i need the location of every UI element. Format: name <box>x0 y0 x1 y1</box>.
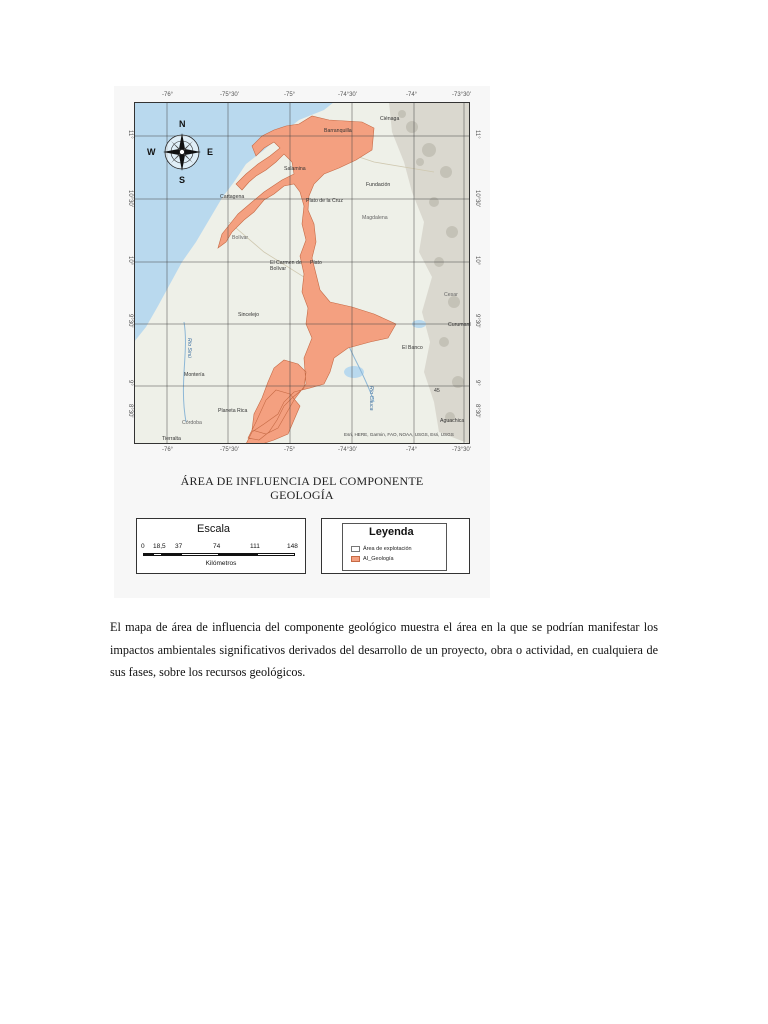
lat-tick-right: 9°30' <box>474 314 480 328</box>
lon-tick-top: -76° <box>162 92 174 98</box>
lon-tick-bottom: -74°30' <box>338 447 357 453</box>
map-frame <box>134 102 470 444</box>
legend-label: Área de explotación <box>363 546 412 552</box>
compass-north-label: N <box>179 119 186 129</box>
lat-tick-left: 8°30' <box>127 404 133 418</box>
place-label: Cartagena <box>220 194 245 200</box>
place-label: Magdalena <box>362 215 388 221</box>
scale-bar-segment <box>162 553 181 556</box>
scale-bar-segment <box>181 553 219 556</box>
lon-tick-bottom: -74° <box>406 447 418 453</box>
map-title-line: ÁREA DE INFLUENCIA DEL COMPONENTE <box>180 474 424 488</box>
compass-south-label: S <box>179 175 186 185</box>
compass-east-label: E <box>207 147 214 157</box>
compass-west-label: W <box>147 147 156 157</box>
scale-tick-label: 37 <box>175 543 183 550</box>
lat-tick-left: 11° <box>127 130 133 139</box>
map-figure <box>114 86 490 598</box>
place-label: Salamina <box>284 166 306 172</box>
body-paragraph: El mapa de área de influencia del componente geológico muestra el área en la que se podrían manifestar los impactos ambientales significativos derivados del desarrollo de un proyecto, obra o actividad, en cualquiera de sus fases, sobre los recursos geológicos. <box>110 620 658 679</box>
place-label: Curumaní <box>448 322 471 328</box>
place-label: Tierralta <box>162 436 181 442</box>
legend-frame <box>342 523 447 571</box>
scale-tick-label: 148 <box>287 543 298 550</box>
highway-label: 45 <box>434 388 440 394</box>
scale-bar-segment <box>143 553 153 556</box>
lon-tick-top: -73°30' <box>452 92 471 98</box>
lon-tick-bottom: -73°30' <box>452 447 471 453</box>
lon-tick-bottom: -75°30' <box>220 447 239 453</box>
place-label: Bolívar <box>232 235 249 241</box>
scale-bar-segment <box>153 553 162 556</box>
legend-swatch-geologia <box>351 556 360 562</box>
lon-tick-top: -75° <box>284 92 296 98</box>
scale-title: Escala <box>197 523 231 535</box>
scale-box <box>136 518 306 574</box>
place-label: Cesar <box>444 292 458 298</box>
legend-swatch-explotacion <box>351 546 360 552</box>
map-title <box>114 474 490 502</box>
place-label: Aguachica <box>440 418 465 424</box>
scale-tick-label: 0 <box>141 543 145 550</box>
scale-tick-label: 111 <box>250 543 260 550</box>
scale-tick-label: 18,5 <box>153 543 166 550</box>
river-label: Río Cauca <box>368 386 374 411</box>
lon-tick-top: -74°30' <box>338 92 357 98</box>
place-label: Ciénaga <box>380 116 400 122</box>
lat-tick-right: 9° <box>474 380 480 386</box>
scale-tick-label: 74 <box>213 543 221 550</box>
place-label: El Banco <box>402 345 423 351</box>
place-label: Barranquilla <box>324 128 352 134</box>
map-title-line: GEOLOGÍA <box>270 488 334 502</box>
scale-bar-segment <box>219 553 257 556</box>
legend-label: AI_Geología <box>363 556 394 562</box>
lat-tick-left: 10° <box>127 256 133 266</box>
lon-tick-bottom: -75° <box>284 447 296 453</box>
legend-title: Leyenda <box>369 526 414 538</box>
lon-tick-bottom: -76° <box>162 447 174 453</box>
map-canvas <box>134 102 470 444</box>
scale-unit: Kilómetros <box>205 560 237 567</box>
place-label: Córdoba <box>182 420 202 426</box>
basemap-credit: Esri, HERE, Garmin, FAO, NOAA, USGS, Esri, USGS <box>344 432 454 437</box>
river-label: Río Sinú <box>186 338 192 358</box>
lat-tick-right: 8°30' <box>474 404 480 418</box>
scale-bar-segment <box>257 553 295 556</box>
place-label: Montería <box>184 372 205 378</box>
place-label: Plato <box>310 260 322 266</box>
lat-tick-left: 10°30' <box>127 190 133 207</box>
lat-tick-right: 11° <box>474 130 480 139</box>
place-label: El Carmen de Bolívar <box>270 260 302 272</box>
lat-tick-left: 9°30' <box>127 314 133 328</box>
lat-tick-right: 10° <box>474 256 480 266</box>
lat-tick-right: 10°30' <box>474 190 480 207</box>
lon-tick-top: -74° <box>406 92 418 98</box>
place-label: Sincelejo <box>238 312 260 318</box>
legend-box <box>321 518 470 574</box>
lon-tick-top: -75°30' <box>220 92 239 98</box>
place-label: Fundación <box>366 182 391 188</box>
place-label: Plato de la Cruz <box>306 198 343 204</box>
lat-tick-left: 9° <box>127 380 133 386</box>
place-label: Planeta Rica <box>218 408 248 414</box>
